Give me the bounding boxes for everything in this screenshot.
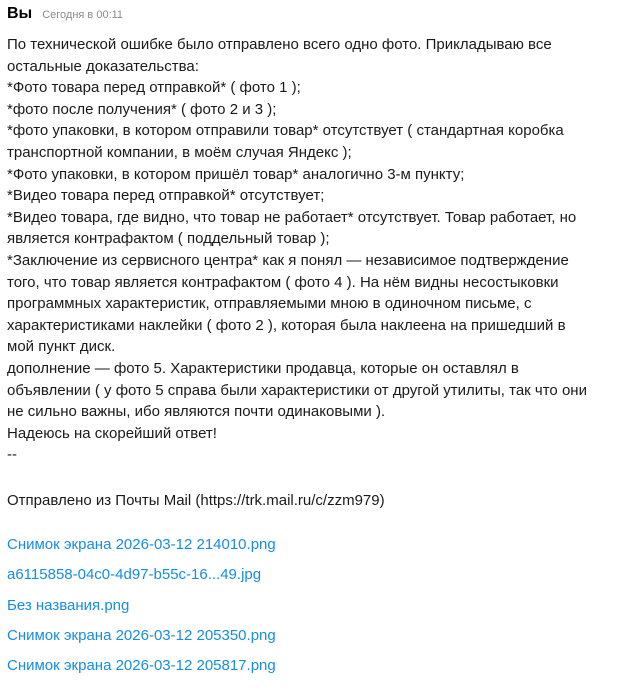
body-line: не сильно важны, ибо являются почти одинаковыми ). xyxy=(7,403,386,421)
attachment-link[interactable]: a6115858-04c0-4d97-b55c-16...49.jpg xyxy=(7,566,262,584)
body-line: *фото упаковки, в котором отправили товар* отсутствует ( стандартная коробка xyxy=(7,122,564,140)
body-line: *Заключение из сервисного центра* как я понял — независимое подтверждение xyxy=(7,251,569,269)
attachments-list xyxy=(7,535,276,686)
body-line: объявлении ( у фото 5 справа были характеристики от другой утилиты, так что они xyxy=(7,381,587,399)
attachment-link[interactable]: Без названия.png xyxy=(7,596,130,614)
message-timestamp: Сегодня в 00:11 xyxy=(42,9,124,21)
attachment-link[interactable]: Снимок экрана 2026-03-12 214010.png xyxy=(7,536,276,553)
message-header xyxy=(7,5,123,23)
body-line: программных характеристик, отправляемыми мною в одиночном письме, с xyxy=(7,295,532,313)
body-line: *Фото товара перед отправкой* ( фото 1 ); xyxy=(7,79,301,97)
body-line: *фото после получения* ( фото 2 и 3 ); xyxy=(7,100,277,118)
body-line: -- xyxy=(7,446,17,464)
body-line: является контрафактом ( поддельный товар ); xyxy=(7,230,330,248)
body-line: мой пункт диск. xyxy=(7,338,116,356)
signature: Отправлено из Почты Mail (https://trk.mail.ru/c/zzm979) xyxy=(7,492,385,509)
body-line: *Видео товара перед отправкой* отсутствует; xyxy=(7,187,325,205)
body-line: транспортной компании, в моём случая Яндекс ); xyxy=(7,143,352,161)
body-line: характеристиками наклейки ( фото 2 ), которая была наклеена на пришедший в xyxy=(7,316,566,334)
body-line: *Фото упаковки, в котором пришёл товар* аналогично 3-м пункту; xyxy=(7,165,465,183)
attachment-link[interactable]: Снимок экрана 2026-03-12 205817.png xyxy=(7,657,276,675)
sender-name: Вы xyxy=(7,5,33,22)
body-line: *Видео товара, где видно, что товар не работает* отсутствует. Товар работает, но xyxy=(7,208,577,226)
body-line: Надеюсь на скорейший ответ! xyxy=(7,424,217,442)
attachment-link[interactable]: Снимок экрана 2026-03-12 205350.png xyxy=(7,626,276,644)
body-line: остальные доказательства: xyxy=(7,57,199,75)
body-line: По технической ошибке было отправлено всего одно фото. Прикладываю все xyxy=(7,36,552,53)
body-line: дополнение — фото 5. Характеристики продавца, которые он оставлял в xyxy=(7,359,519,377)
message-body xyxy=(7,34,587,466)
body-line: того, что товар является контрафактом ( фото 4 ). На нём видны несостыковки xyxy=(7,273,559,291)
